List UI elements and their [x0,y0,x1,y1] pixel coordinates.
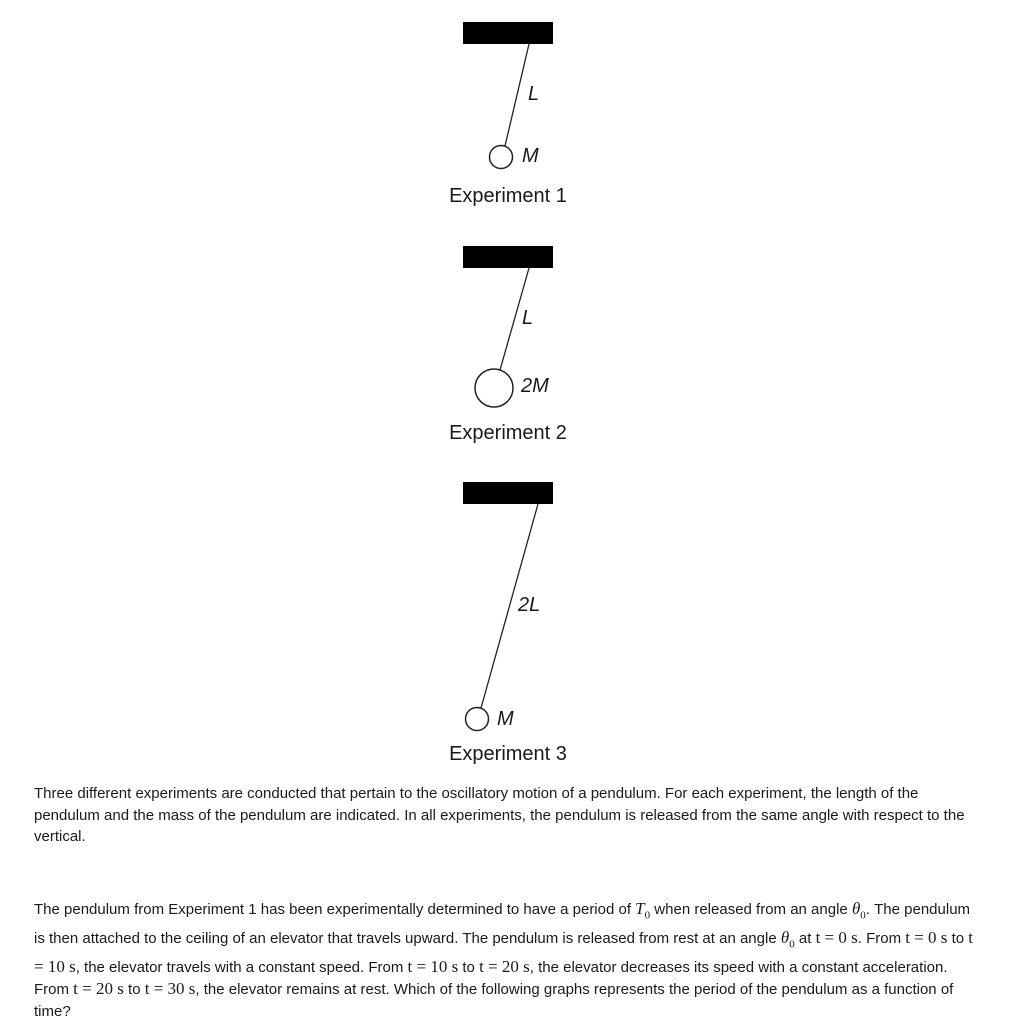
angle-symbol [780,927,795,951]
text-run: . The pendulum is then attached to the ceiling of an elevator that travels upward. The pendulum is released from rest at an angle [34,901,971,947]
ceiling-support [463,246,553,268]
mass-label: 2M [521,375,549,397]
text-run: to [947,929,969,947]
time-expression: t = 10 s [34,927,974,976]
text-run: to [123,981,145,999]
math-text: θ [851,899,861,918]
pendulum-bob [475,369,513,407]
text-run: when released from an angle [650,901,852,918]
experiment-caption: Experiment 1 [449,185,567,207]
subscript: 0 [860,909,866,922]
text-run: The pendulum from Experiment 1 has been experimentally determined to have a period of [34,901,636,918]
text-run: . From [857,929,906,947]
time-expression: t = 20 s [73,979,124,999]
time-expression: t = 0 s [815,927,858,947]
experiment-caption: Experiment 2 [449,422,567,444]
time-expression: t = 10 s [407,956,459,976]
text-run: to [458,958,480,976]
text-run: , the elevator travels with a constant speed. From [75,958,408,976]
mass-label: M [522,145,539,167]
time-expression: t = 20 s [479,956,530,976]
experiment-caption: Experiment 3 [449,743,567,765]
pendulum-bob [466,708,489,731]
length-label: L [528,83,540,105]
mass-label: M [497,708,514,730]
time-expression: t = 0 s [905,927,948,947]
ceiling-support [463,482,553,504]
math-text: T [635,899,645,918]
length-label: L [522,307,534,329]
ceiling-support [463,22,553,44]
intro-paragraph [34,783,984,848]
math-text: θ [780,927,790,947]
text-run: at [794,929,816,947]
subscript: 0 [644,909,651,922]
pendulum-string [505,44,529,146]
text-run: , the elevator remains at rest. Which of the following graphs represents the period of the pendulum as a function of time? [34,981,954,1020]
question-paragraph [34,898,984,1022]
text-run: , the elevator decreases its speed with a constant acceleration. From [34,958,948,999]
time-expression: t = 30 s [144,979,196,999]
subscript: 0 [789,938,795,951]
length-label: 2L [518,594,541,616]
experiment-1-pendulum [463,22,553,169]
question-text [34,898,984,1022]
intro-text: Three different experiments are conducted that pertain to the oscillatory motion of a pendulum. For each experiment, the length of the pendulum and the mass of the pendulum are indicated. In all experiments, the pendulum is released from the same angle with respect to the vertical. [34,785,965,845]
angle-symbol [851,899,866,922]
pendulum-bob [490,146,513,169]
period-symbol [635,899,651,922]
